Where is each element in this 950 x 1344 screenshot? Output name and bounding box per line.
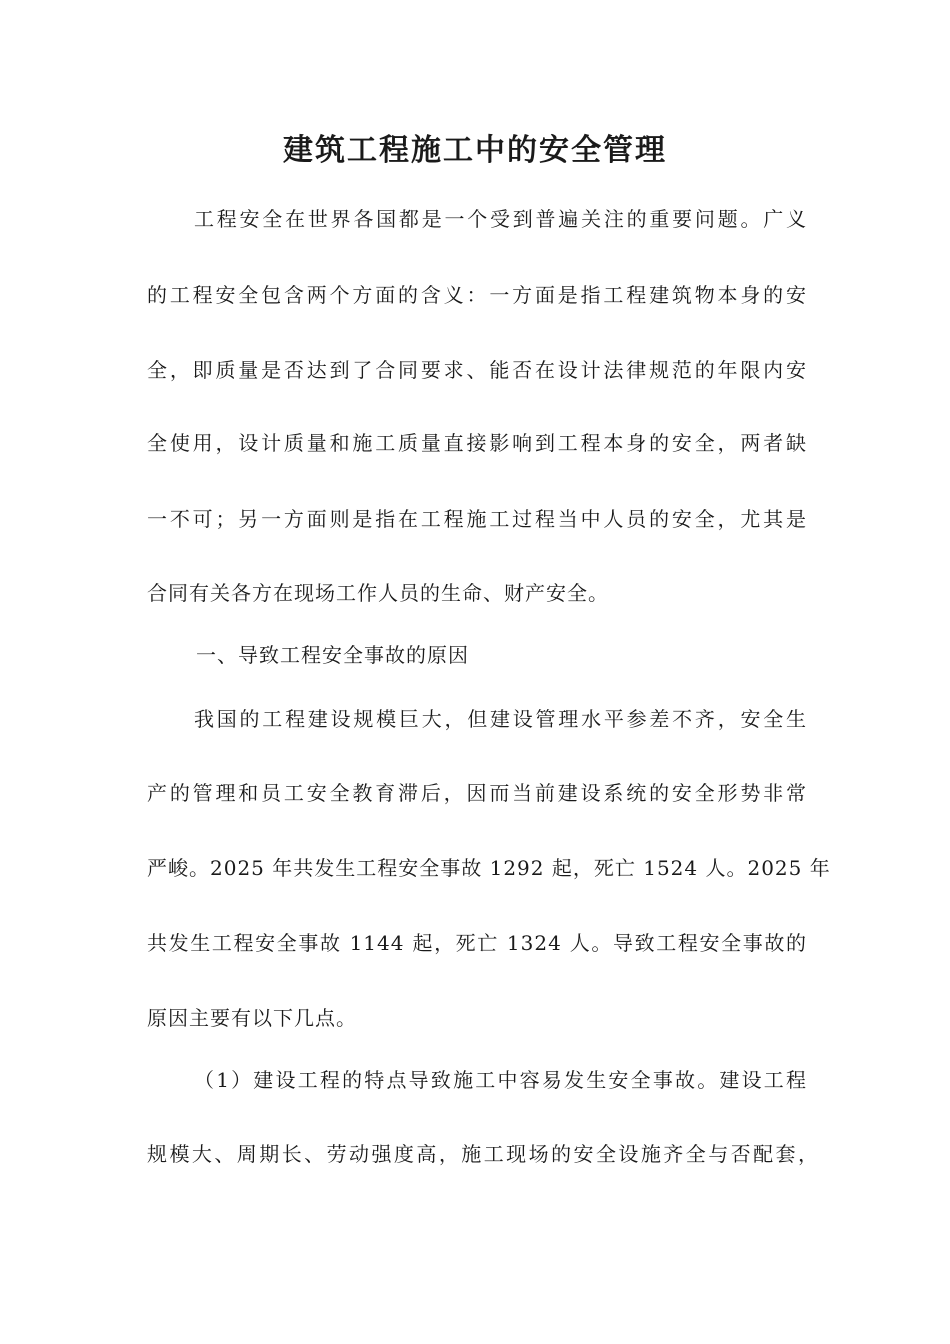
paragraph-line: 共发生工程安全事故 1144 起，死亡 1324 人。导致工程安全事故的 <box>147 931 807 955</box>
paragraph-line: 规模大、周期长、劳动强度高，施工现场的安全设施齐全与否配套， <box>147 1142 819 1166</box>
paragraph-line: 工程安全在世界各国都是一个受到普遍关注的重要问题。广义 <box>194 207 807 231</box>
paragraph-line: 我国的工程建设规模巨大，但建设管理水平参差不齐，安全生 <box>194 707 807 731</box>
paragraph-line: （1）建设工程的特点导致施工中容易发生安全事故。建设工程 <box>194 1068 807 1092</box>
paragraph-line: 合同有关各方在现场工作人员的生命、财产安全。 <box>147 581 609 605</box>
paragraph-line: 原因主要有以下几点。 <box>147 1006 357 1030</box>
paragraph-line: 全，即质量是否达到了合同要求、能否在设计法律规范的年限内安 <box>147 358 807 382</box>
section-heading: 一、导致工程安全事故的原因 <box>196 643 469 667</box>
paragraph-line: 的工程安全包含两个方面的含义：一方面是指工程建筑物本身的安 <box>147 283 807 307</box>
document-title: 建筑工程施工中的安全管理 <box>283 133 667 168</box>
paragraph-line: 一不可；另一方面则是指在工程施工过程当中人员的安全，尤其是 <box>147 507 807 531</box>
paragraph-line: 产的管理和员工安全教育滞后，因而当前建设系统的安全形势非常 <box>147 781 807 805</box>
paragraph-line: 全使用，设计质量和施工质量直接影响到工程本身的安全，两者缺 <box>147 431 807 455</box>
paragraph-line: 严峻。2025 年共发生工程安全事故 1292 起，死亡 1524 人。2025 年 <box>147 856 831 880</box>
